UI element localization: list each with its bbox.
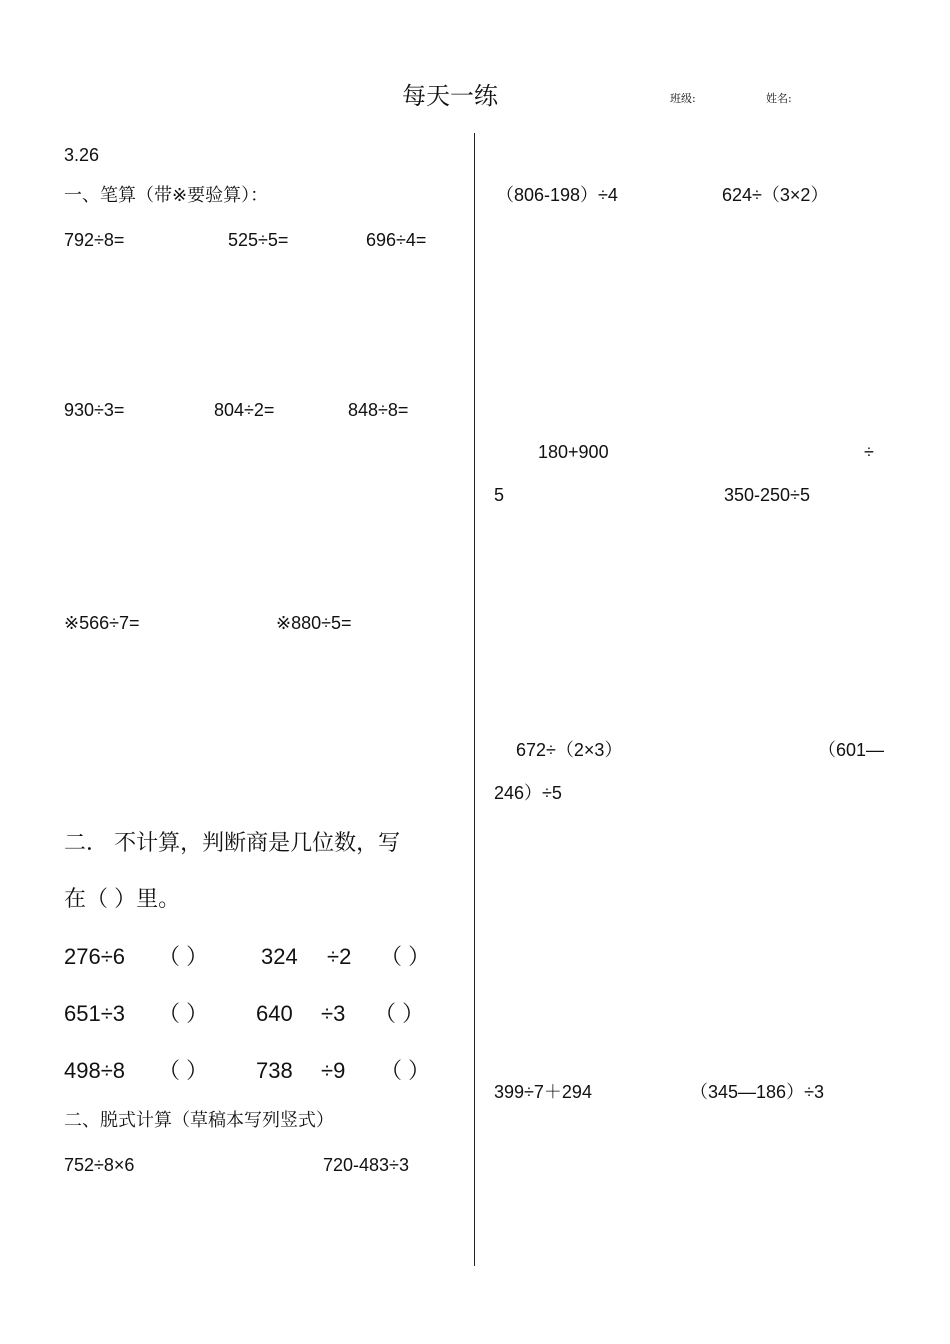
problem-350: 350-250÷5	[724, 485, 810, 505]
problem-720: 720-483÷3	[323, 1155, 409, 1175]
class-label: 班级:	[670, 92, 696, 105]
section1-title: 一、笔算（带※要验算）：	[64, 185, 269, 205]
name-label: 姓名:	[766, 92, 792, 105]
problem-848: 848÷8=	[348, 400, 409, 420]
page-title: 每天一练	[402, 82, 498, 110]
problem-804: 804÷2=	[214, 400, 275, 420]
column-divider	[474, 133, 475, 1266]
answer-paren: （ ）	[380, 944, 431, 969]
answer-paren: （ ）	[158, 1001, 209, 1026]
answer-paren: （ ）	[158, 944, 209, 969]
answer-paren: （ ）	[158, 1058, 209, 1083]
judge-divisor: ÷2	[327, 944, 352, 969]
judge-expr: 651÷3	[64, 1001, 126, 1026]
problem-672: 672÷（2×3）	[516, 740, 623, 760]
problem-792: 792÷8=	[64, 230, 125, 250]
section2-line2: 在（ ）里。	[64, 886, 181, 911]
problem-399: 399÷7＋294	[494, 1082, 592, 1102]
problem-624: 624÷（3×2）	[722, 185, 829, 205]
problem-696: 696÷4=	[366, 230, 427, 250]
problem-566: ※566÷7=	[64, 613, 140, 633]
judge-expr: 498÷8	[64, 1058, 126, 1083]
divide-sign: ÷	[864, 442, 874, 462]
answer-paren: （ ）	[380, 1058, 431, 1083]
judge-expr: 276÷6	[64, 944, 126, 969]
judge-dividend: 640	[256, 1001, 293, 1026]
judge-divisor: ÷9	[321, 1058, 346, 1083]
divisor-5: 5	[494, 485, 505, 505]
problem-752: 752÷8×6	[64, 1155, 135, 1175]
problem-525: 525÷5=	[228, 230, 289, 250]
problem-806: （806-198）÷4	[496, 185, 618, 205]
answer-paren: （ ）	[374, 1001, 425, 1026]
problem-180: 180+900	[538, 442, 609, 462]
problem-601: （601—	[818, 740, 885, 760]
judge-dividend: 324	[261, 944, 298, 969]
section3-title: 二、脱式计算（草稿本写列竖式）	[64, 1110, 334, 1130]
problem-601-cont: 246）÷5	[494, 783, 562, 803]
date: 3.26	[64, 145, 100, 165]
section2-line1: 二． 不计算，判断商是几位数，写	[64, 830, 401, 855]
problem-880: ※880÷5=	[276, 613, 352, 633]
judge-divisor: ÷3	[321, 1001, 346, 1026]
problem-930: 930÷3=	[64, 400, 125, 420]
problem-345: （345—186）÷3	[690, 1082, 824, 1102]
judge-dividend: 738	[256, 1058, 293, 1083]
